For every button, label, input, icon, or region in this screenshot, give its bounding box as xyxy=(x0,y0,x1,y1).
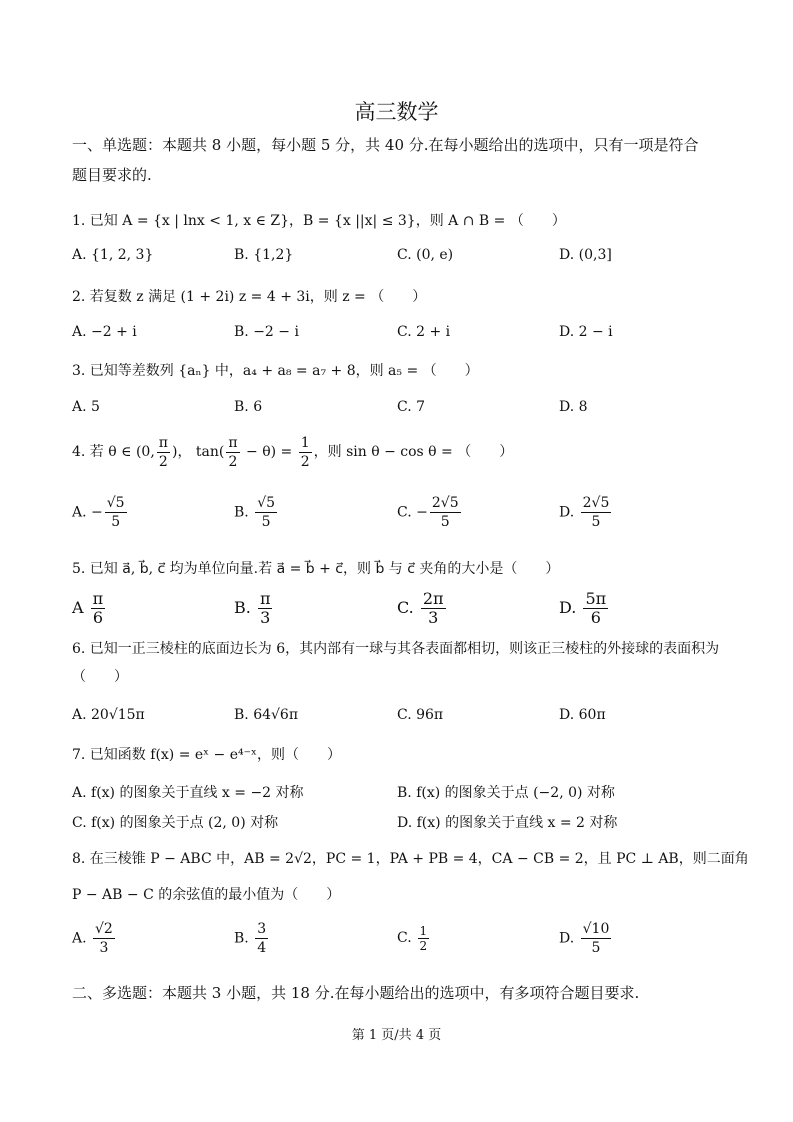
question-1-option-c: C. (0, e) xyxy=(397,247,454,263)
question-6-text-line2: （ ） xyxy=(72,669,128,685)
question-4-one: 1 xyxy=(300,434,310,451)
question-4-pi-over-2-b: $\frac{\pi}{2}$ xyxy=(228,434,238,470)
question-5-option-c: C. $\frac{2\pi}{3}$ xyxy=(397,589,444,627)
question-4-two: 2 xyxy=(158,453,168,470)
question-6-option-b: B. 64√6π xyxy=(234,707,299,723)
question-8-option-c: C. $\frac{1}{2}$ xyxy=(397,924,428,953)
question-7-option-b: B. f(x) 的图象关于点 (−2, 0) 对称 xyxy=(397,785,615,801)
question-3-option-a: A. 5 xyxy=(72,399,100,415)
question-1-option-b: B. {1,2} xyxy=(234,247,294,263)
question-4-option-d: D. $\frac{2√5}{5}$ xyxy=(559,495,610,530)
section-1-heading-line1: 一、单选题：本题共 8 小题，每小题 5 分，共 40 分.在每小题给出的选项中，只有一项是符合 xyxy=(72,136,699,154)
question-8-text-line1: 8. 在三棱锥 P − ABC 中，AB = 2√2，PC = 1，PA + PB = 4，CA − CB = 2，且 PC ⊥ AB，则二面角 xyxy=(72,851,749,867)
page-footer: 第 1 页/共 4 页 xyxy=(351,1028,442,1043)
question-8-option-b: B. $\frac{3}{4}$ xyxy=(234,921,267,956)
question-4-text xyxy=(72,432,513,472)
question-2-option-b: B. −2 − i xyxy=(234,324,299,340)
section-2-heading: 二、多选题：本题共 3 小题，共 18 分.在每小题给出的选项中，有多项符合题目要求. xyxy=(72,984,640,1002)
question-3-text: 3. 已知等差数列 {aₙ} 中，a₄ + a₈ = a₇ + 8，则 a₅ = （ ） xyxy=(72,363,479,379)
question-4-pi-over-2 xyxy=(157,434,170,471)
question-6-text-line1: 6. 已知一正三棱柱的底面边长为 6，其内部有一球与其各表面都相切，则该正三棱柱的外接球的表面积为 xyxy=(72,641,720,657)
question-6-option-a: A. 20√15π xyxy=(72,707,145,723)
question-7-option-a: A. f(x) 的图象关于直线 x = −2 对称 xyxy=(72,785,304,801)
question-7-option-d: D. f(x) 的图象关于直线 x = 2 对称 xyxy=(397,815,618,831)
question-6-option-c: C. 96π xyxy=(397,707,444,723)
question-4-pi: π xyxy=(158,434,168,451)
question-4-interval-left: (0, xyxy=(135,444,155,460)
question-4-option-c: C. − $\frac{2√5}{5}$ xyxy=(397,495,459,530)
question-4-interval-right: )， xyxy=(171,444,192,460)
question-8-option-d: D. $\frac{√10}{5}$ xyxy=(559,921,610,956)
question-8-text-line2: P − AB − C 的余弦值的最小值为（ ） xyxy=(72,887,341,903)
question-5-option-a: A $\frac{\pi}{6}$ xyxy=(72,589,104,627)
question-2-text: 2. 若复数 z 满足 (1 + 2i) z = 4 + 3i，则 z = （ ） xyxy=(72,289,427,305)
question-4-tan: tan( xyxy=(195,444,225,460)
question-3-option-c: C. 7 xyxy=(397,399,426,415)
question-6-option-d: D. 60π xyxy=(559,707,606,723)
question-2-option-c: C. 2 + i xyxy=(397,324,451,340)
section-1-heading-line2: 题目要求的. xyxy=(72,166,152,184)
question-1-option-a: A. {1, 2, 3} xyxy=(72,247,154,263)
question-5-option-d: D. $\frac{5\pi}{6}$ xyxy=(559,589,607,627)
question-5-text: 5. 已知 a⃗, b⃗, c⃗ 均为单位向量.若 a⃗ = b⃗ + c⃗，则 b⃗ 与 c⃗ 夹角的大小是（ ） xyxy=(72,561,560,577)
question-4-prefix: 4. 若 θ ∈ xyxy=(72,444,132,460)
page-title: 高三数学 xyxy=(354,100,439,124)
question-4-minus-theta: − θ) = xyxy=(241,444,297,460)
question-3-option-d: D. 8 xyxy=(559,399,588,415)
question-4-one-half: $\frac{1}{2}$ xyxy=(300,434,310,470)
question-4-option-b: B. $\frac{√5}{5}$ xyxy=(234,495,276,530)
question-4-option-a: A. − $\frac{√5}{5}$ xyxy=(72,495,125,530)
question-1-option-d: D. (0,3] xyxy=(559,247,612,263)
question-2-option-a: A. −2 + i xyxy=(72,324,137,340)
question-5-option-b: B. $\frac{\pi}{3}$ xyxy=(234,589,271,627)
question-1-text: 1. 已知 A = {x | lnx < 1, x ∈ Z}，B = {x ||x| ≤ 3}，则 A ∩ B = （ ） xyxy=(72,213,566,229)
question-4-suffix: ，则 sin θ − cos θ = （ ） xyxy=(313,444,514,460)
question-7-option-c: C. f(x) 的图象关于点 (2, 0) 对称 xyxy=(72,815,279,831)
question-7-text: 7. 已知函数 f(x) = eˣ − e⁴⁻ˣ，则（ ） xyxy=(72,747,341,763)
question-8-option-a: A. $\frac{√2}{3}$ xyxy=(72,921,113,956)
question-2-option-d: D. 2 − i xyxy=(559,324,613,340)
question-3-option-b: B. 6 xyxy=(234,399,263,415)
